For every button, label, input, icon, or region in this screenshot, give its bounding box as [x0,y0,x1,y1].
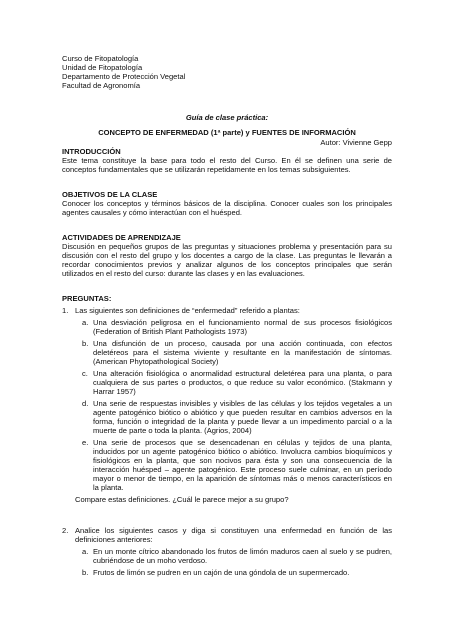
section-text-objetivos: Conocer los conceptos y términos básicos de la disciplina. Conocer cuales son los principales agentes causales y cómo interactúan con el huésped. [62,199,392,217]
header-line-unit: Unidad de Fitopatología [62,63,143,72]
header-line-department: Departamento de Protección Vegetal [62,72,186,81]
item-letter: a. [82,547,89,556]
item-letter: a. [82,318,89,327]
questions-list [62,306,392,577]
item-text: Una serie de respuestas invisibles y visibles de las células y los tejidos vegetales a un agente patogénico biótico o abiótico y que pueden resultar en cambios adversos en la forma, función o integridad de la planta y puede llevar a un impedimento parcial o a la muerte de parte o toda la planta. (Agrios, 2004) [93,399,392,435]
author-line: Autor: Vivienne Gepp [320,138,392,147]
document-title: CONCEPTO DE ENFERMEDAD (1ª parte) y FUENTES DE INFORMACIÓN [98,128,356,137]
header-line-course: Curso de Fitopatología [62,54,139,63]
section-title-preguntas: PREGUNTAS: [62,294,112,303]
item-text: Una desviación peligrosa en el funcionamiento normal de sus procesos fisiológicos (Federation of British Plant Pathologists 1973) [93,318,392,336]
question-text: Las siguientes son definiciones de “enfermedad” referido a plantas: [75,306,300,315]
definitions-list [75,318,392,492]
section-text-introduccion: Este tema constituye la base para todo el resto del Curso. En él se definen una serie de conceptos fundamentales que se utilizarán repetidamente en los temas subsiguientes. [62,156,392,174]
question-number: 1. [62,306,69,315]
list-item [75,438,392,492]
question-1 [62,306,392,504]
item-text: En un monte cítrico abandonado los frutos de limón maduros caen al suelo y se pudren, cubriéndose de un moho verdoso. [93,547,392,565]
item-letter: c. [82,369,88,378]
item-text: Una serie de procesos que se desencadenan en células y tejidos de una planta, inducidos por un agente patogénico biótico o abiótico. Involucra cambios bioquímicos y fisiológicos en la planta, que son nocivos para ésta y son una consecuencia de la interacción huésped – agente patogénico. Este proceso suele culminar, en un período mayor o menor de tiempo, en la aparición de síntomas más o menos característicos en la planta. [93,438,392,492]
item-letter: d. [82,399,89,408]
section-text-actividades: Discusión en pequeños grupos de las preguntas y situaciones problema y presentación para su discusión con el resto del grupo y los docentes a cargo de la clase. Las preguntas le llevarán a recordar conocimientos previos y analizar algunos de los conceptos principales que serán utilizados en el resto del curso: durante las clases y en las evaluaciones. [62,242,392,278]
item-letter: b. [82,339,89,348]
question-number: 2. [62,526,69,535]
list-item [75,568,392,577]
list-item [75,318,392,336]
item-text: Una disfunción de un proceso, causada por una acción continuada, con efectos deletéreos para el sistema viviente y resultante en la manifestación de síntomas. (American Phytopathological Society) [93,339,392,366]
list-item [75,547,392,565]
compare-instruction: Compare estas definiciones. ¿Cuál le parece mejor a su grupo? [75,495,289,504]
list-item [75,369,392,396]
item-letter: b. [82,568,89,577]
section-title-actividades: ACTIVIDADES DE APRENDIZAJE [62,233,181,242]
section-title-introduccion: INTRODUCCIÓN [62,147,121,156]
section-title-objetivos: OBJETIVOS DE LA CLASE [62,190,158,199]
item-letter: e. [82,438,89,447]
institution-header [62,54,392,90]
item-text: Frutos de limón se pudren en un cajón de una góndola de un supermercado. [93,568,350,577]
question-text: Analice los siguientes casos y diga si constituyen una enfermedad en función de las definiciones anteriores: [75,526,392,544]
cases-list [75,547,392,577]
question-2 [62,526,392,577]
guide-title: Guía de clase práctica: [185,113,269,122]
list-item [75,339,392,366]
list-item [75,399,392,435]
header-line-faculty: Facultad de Agronomía [62,81,141,90]
item-text: Una alteración fisiológica o anormalidad estructural deletérea para una planta, o para cualquiera de sus partes o productos, o que reduce su valor económico. (Stakmann y Harrar 1957) [93,369,392,396]
